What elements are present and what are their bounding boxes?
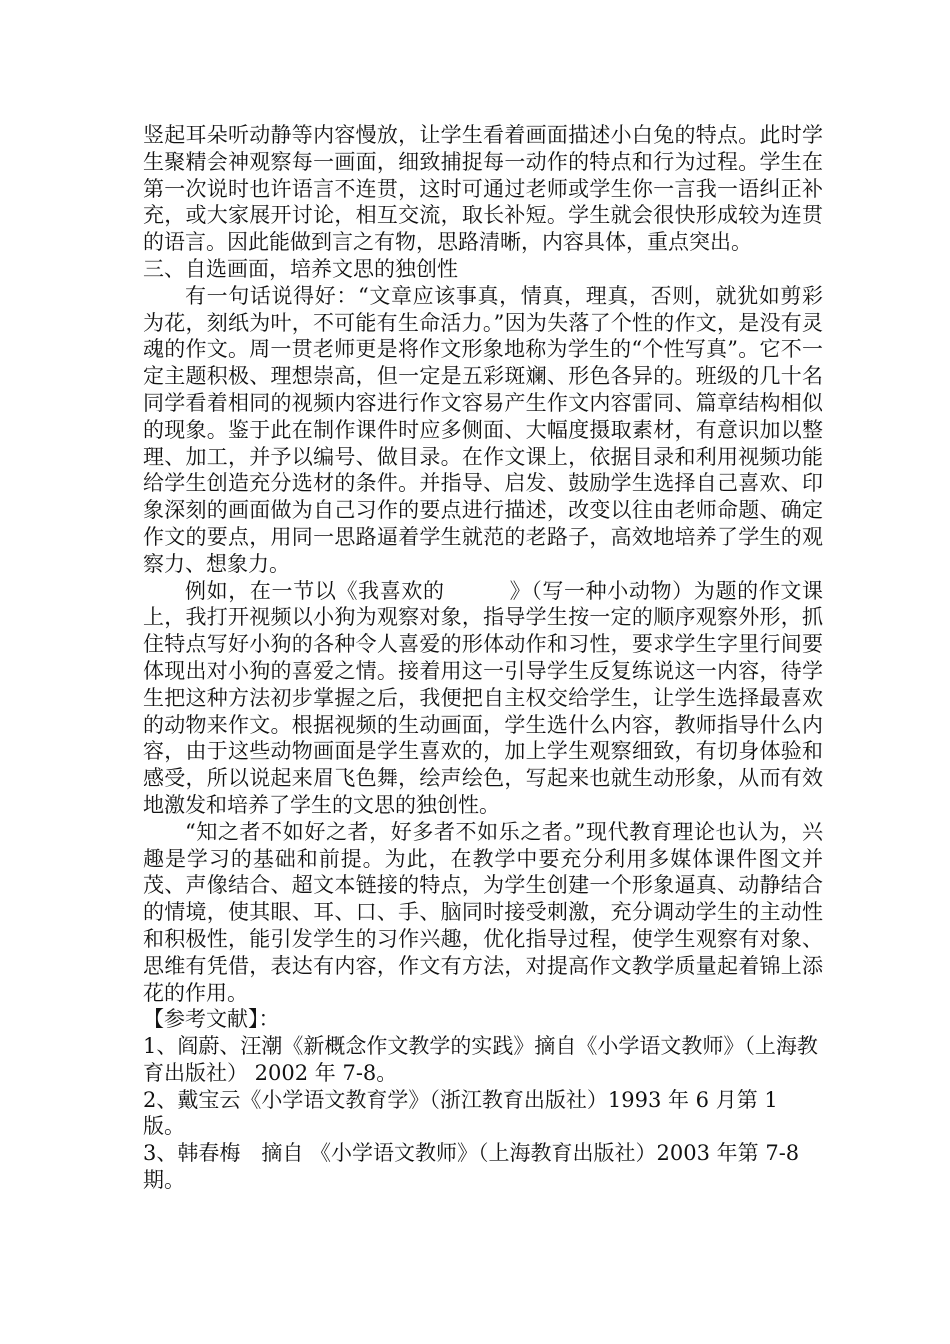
- references-list: [143, 1033, 823, 1194]
- body-paragraph: 例如，在一节以《我喜欢的 》（写一种小动物）为题的作文课上，我打开视频以小狗为观察对象，指导学生按一定的顺序观察外形，抓住特点写好小狗的各种令人喜爱的形体动作和习性，要求学生字里行间要体现出对小狗的喜爱之情。接着用这一引导学生反复练说这一内容，待学生把这种方法初步掌握之后，我便把自主权交给学生，让学生选择最喜欢的动物来作文。根据视频的生动画面，学生选什么内容，教师指导什么内容，由于这些动物画面是学生喜欢的，加上学生观察细致，有切身体验和感受，所以说起来眉飞色舞，绘声绘色，写起来也就生动形象，从而有效地激发和培养了学生的文思的独创性。: [143, 578, 823, 817]
- section-heading: 三、自选画面，培养文思的独创性: [143, 256, 458, 281]
- references-heading: 【参考文献】：: [143, 1007, 280, 1032]
- reference-item: 2、戴宝云《小学语文教育学》（浙江教育出版社）1993 年 6 月第 1 版。: [143, 1087, 778, 1139]
- body-paragraph: 竖起耳朵听动静等内容慢放，让学生看着画面描述小白兔的特点。此时学生聚精会神观察每一画面，细致捕捉每一动作的特点和行为过程。学生在第一次说时也许语言不连贯，这时可通过老师或学生你一言我一语纠正补充，或大家展开讨论，相互交流，取长补短。学生就会很快形成较为连贯的语言。因此能做到言之有物，思路清晰，内容具体，重点突出。: [143, 123, 823, 255]
- reference-item: 1、阎蔚、汪潮《新概念作文教学的实践》摘自《小学语文教师》（上海教育出版社） 2002 年 7-8。: [143, 1034, 818, 1085]
- body-paragraph: 有一句话说得好：“文章应该事真，情真，理真，否则，就犹如剪彩为花，刻纸为叶，不可能有生命活力。”因为失落了个性的作文，是没有灵魂的作文。周一贯老师更是将作文形象地称为学生的“个性写真”。它不一定主题积极、理想崇高，但一定是五彩斑斓、形色各异的。班级的几十名同学看着相同的视频内容进行作文容易产生作文内容雷同、篇章结构相似的现象。鉴于此在制作课件时应多侧面、大幅度摄取素材，有意识加以整理、加工，并予以编号、做目录。在作文课上，依据目录和利用视频功能给学生创造充分选材的条件。并指导、启发、鼓励学生选择自己喜欢、印象深刻的画面做为自己习作的要点进行描述，改变以往由老师命题、确定作文的要点，用同一思路逼着学生就范的老路子，高效地培养了学生的观察力、想象力。: [143, 283, 823, 576]
- reference-item: 3、韩春梅 摘自 《小学语文教师》（上海教育出版社）2003 年第 7-8 期。: [143, 1141, 800, 1193]
- body-paragraph: “知之者不如好之者，好多者不如乐之者。”现代教育理论也认为，兴趣是学习的基础和前提。为此，在教学中要充分利用多媒体课件图文并茂、声像结合、超文本链接的特点，为学生创建一个形象逼真、动静结合的情境，使其眼、耳、口、手、脑同时接受刺激，充分调动学生的主动性和积极性，能引发学生的习作兴趣，优化指导过程，使学生观察有对象、思维有凭借，表达有内容，作文有方法，对提高作文教学质量起着锦上添花的作用。: [143, 819, 823, 1005]
- document-page: [143, 122, 823, 1194]
